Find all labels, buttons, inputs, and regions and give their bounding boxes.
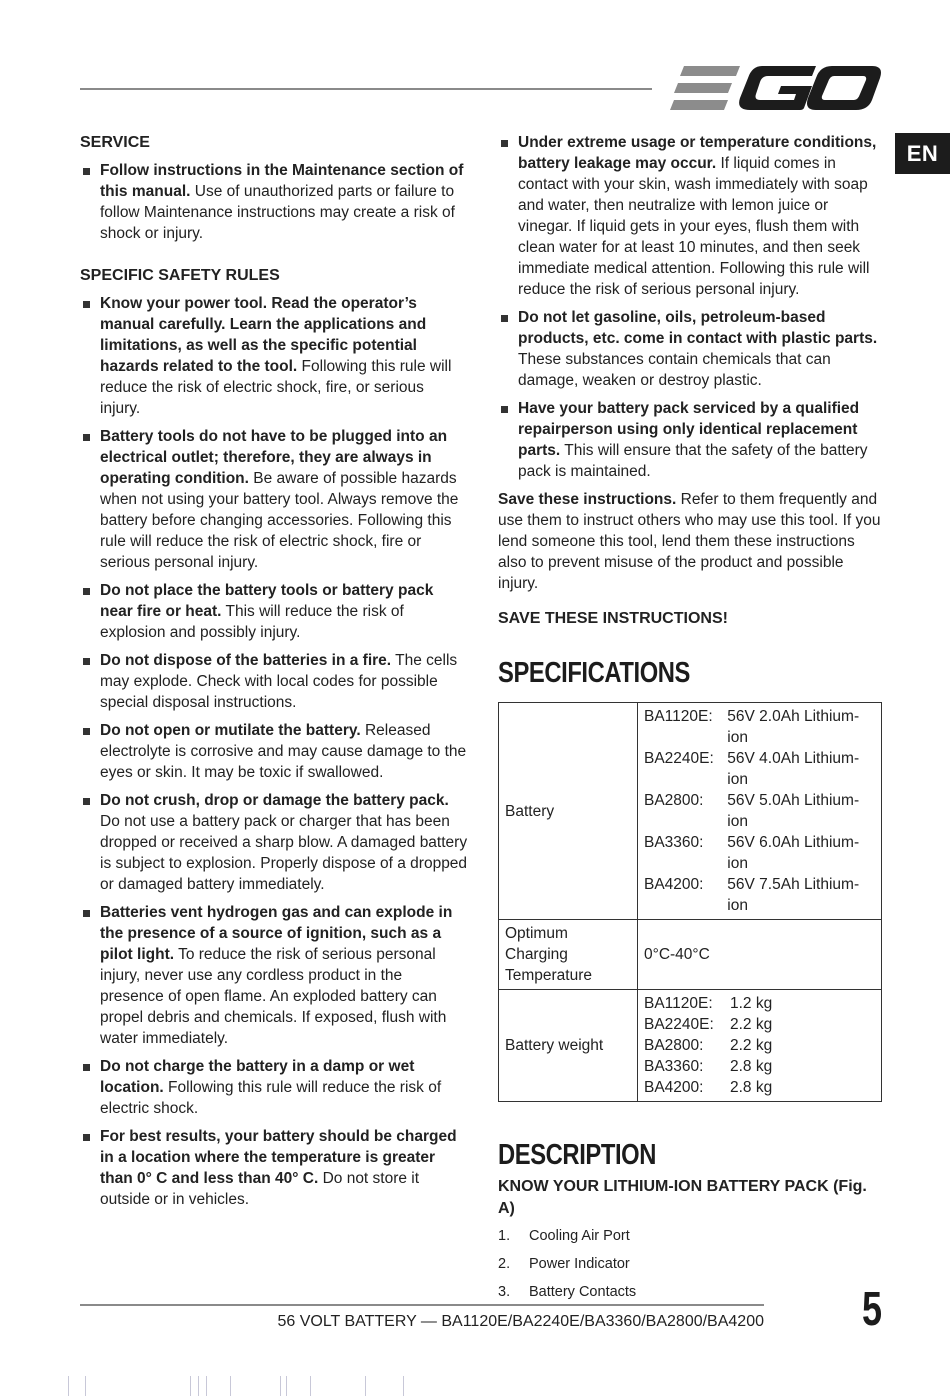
- scan-marks: [60, 1376, 460, 1396]
- model-row: [644, 1077, 875, 1098]
- left-column: [80, 132, 468, 1217]
- model-row: [644, 832, 875, 874]
- list-item: [80, 160, 468, 244]
- item-bold: Do not let gasoline, oils, petroleum-based products, etc. come in contact with plastic parts.: [518, 309, 878, 347]
- item-text: These substances contain chemicals that can damage, weaken or destroy plastic.: [518, 351, 831, 389]
- item-bold: Battery tools do not have to be plugged into an electrical outlet; therefore, they are always in operating condition.: [100, 428, 448, 487]
- item-label: Power Indicator: [529, 1256, 630, 1272]
- specifications-table: [498, 702, 882, 1102]
- table-row: [499, 703, 882, 920]
- item-text: Following this rule will reduce the risk of electric shock, fire, or serious injury.: [100, 358, 452, 417]
- table-row: [499, 920, 882, 990]
- list-item: [498, 132, 884, 300]
- model-code: BA1120E:: [644, 995, 713, 1012]
- model-row: [644, 1035, 875, 1056]
- item-bold: Do not place the battery tools or battery pack near fire or heat.: [100, 582, 434, 620]
- service-heading: SERVICE: [80, 134, 150, 151]
- model-value: 2.2 kg: [730, 1016, 773, 1033]
- model-value: 2.8 kg: [730, 1058, 773, 1075]
- list-item: [498, 398, 884, 482]
- model-value: 56V 4.0Ah Lithium-ion: [727, 750, 860, 788]
- warnings-list: [498, 132, 884, 482]
- model-code: BA2240E:: [644, 750, 714, 767]
- safety-heading: SPECIFIC SAFETY RULES: [80, 267, 280, 284]
- item-number: 2.: [498, 1256, 511, 1272]
- item-text: If liquid comes in contact with your skin, wash immediately with soap and water, then neutralize with lemon juice or vinegar. If liquid gets in your eyes, flush them with clean water for at least 10 minutes, and then seek immediate medical attention. Following this rule will reduce the risk of serious personal injury.: [518, 155, 870, 298]
- item-bold: Under extreme usage or temperature conditions, battery leakage may occur.: [518, 134, 877, 172]
- header-rule: [80, 88, 652, 90]
- item-label: Battery Contacts: [529, 1284, 637, 1300]
- item-text: The cells may explode. Check with local codes for possible special disposal instructions.: [100, 652, 458, 711]
- table-row: [499, 990, 882, 1102]
- item-bold: Do not charge the battery in a damp or wet location.: [100, 1058, 415, 1096]
- model-row: [644, 790, 875, 832]
- save-instructions-paragraph: [498, 489, 884, 594]
- item-bold: For best results, your battery should be charged in a location where the temperature is greater than 0° C and less than 40° C.: [100, 1128, 457, 1187]
- list-item: [498, 1282, 884, 1303]
- item-text: Following this rule will reduce the risk of electric shock.: [100, 1079, 442, 1117]
- list-item: [498, 1254, 884, 1275]
- model-row: [644, 748, 875, 790]
- list-item: [80, 720, 468, 783]
- model-value: 56V 5.0Ah Lithium-ion: [727, 792, 860, 830]
- model-value: 1.2 kg: [730, 995, 773, 1012]
- battery-models-cell: [638, 703, 882, 920]
- model-value: 2.2 kg: [730, 1037, 773, 1054]
- model-row: [644, 993, 875, 1014]
- item-bold: Batteries vent hydrogen gas and can explode in the presence of a source of ignition, such as a pilot light.: [100, 904, 453, 963]
- item-bold: Have your battery pack serviced by a qualified repairperson using only identical replacement parts.: [518, 400, 860, 459]
- temperature-label: [499, 920, 638, 990]
- list-item: [498, 1226, 884, 1247]
- model-code: BA4200:: [644, 876, 704, 893]
- item-bold: Do not open or mutilate the battery.: [100, 722, 361, 739]
- model-value: 56V 6.0Ah Lithium-ion: [727, 834, 860, 872]
- temperature-value: 0°C-40°C: [638, 920, 882, 990]
- model-value: 2.8 kg: [730, 1079, 773, 1096]
- item-text: To reduce the risk of serious personal injury, never use any cordless product in the presence of open flame. An exploded battery can propel debris and chemicals. If exposed, flush with water immediately.: [100, 946, 447, 1047]
- list-item: [80, 790, 468, 895]
- footer-rule: [80, 1304, 764, 1306]
- specifications-title: SPECIFICATIONS: [498, 657, 691, 689]
- item-number: 3.: [498, 1284, 511, 1300]
- model-code: BA2240E:: [644, 1016, 714, 1033]
- model-row: [644, 874, 875, 916]
- save-text: Refer to them frequently and use them to instruct others who may use this tool. If you lend someone this tool, lend them these instructions also to prevent misuse of the product and possible injury.: [498, 491, 881, 592]
- model-value: 56V 2.0Ah Lithium-ion: [727, 708, 860, 746]
- description-subheading: KNOW YOUR LITHIUM-ION BATTERY PACK (Fig. A): [498, 1178, 867, 1217]
- description-list: [498, 1226, 884, 1303]
- list-item: [498, 307, 884, 391]
- list-item: [80, 293, 468, 419]
- item-text: Do not store it outside or in vehicles.: [100, 1170, 420, 1208]
- weight-label: Battery weight: [499, 990, 638, 1102]
- list-item: [80, 1056, 468, 1119]
- list-item: [80, 580, 468, 643]
- list-item: [80, 1126, 468, 1210]
- model-row: [644, 706, 875, 748]
- item-label: Cooling Air Port: [529, 1228, 630, 1244]
- right-column: [498, 132, 884, 1310]
- model-code: BA2800:: [644, 1037, 704, 1054]
- model-code: BA3360:: [644, 1058, 704, 1075]
- item-text: This will ensure that the safety of the battery pack is maintained.: [518, 442, 868, 480]
- model-row: [644, 1014, 875, 1035]
- save-bold: Save these instructions.: [498, 491, 677, 508]
- item-text: Released electrolyte is corrosive and may cause damage to the eyes or skin. It may be toxic if swallowed.: [100, 722, 467, 781]
- service-list: [80, 160, 468, 244]
- model-code: BA1120E:: [644, 708, 713, 725]
- model-code: BA2800:: [644, 792, 704, 809]
- list-item: [80, 426, 468, 573]
- footer-text: 56 VOLT BATTERY — BA1120E/BA2240E/BA3360/BA2800/BA4200: [277, 1313, 764, 1330]
- model-code: BA3360:: [644, 834, 704, 851]
- item-text: Do not use a battery pack or charger that has been dropped or received a sharp blow. A damaged battery is subject to explosion. Properly dispose of a dropped or damaged battery immediately.: [100, 813, 468, 893]
- item-number: 1.: [498, 1228, 511, 1244]
- item-text: Be aware of possible hazards when not using your battery tool. Always remove the battery before changing accessories. Following this rule will reduce the risk of electric shock, fire or serious personal injury.: [100, 470, 459, 571]
- weight-models-cell: [638, 990, 882, 1102]
- save-caps-line: SAVE THESE INSTRUCTIONS!: [498, 610, 728, 627]
- item-text: This will reduce the risk of explosion and possibly injury.: [100, 603, 404, 641]
- page-number: 5: [861, 1283, 883, 1336]
- item-bold: Know your power tool. Read the operator’s manual carefully. Learn the applications and limitations, as well as the specific potential hazards related to the tool.: [100, 295, 427, 375]
- ego-logo: [670, 62, 882, 114]
- battery-label: Battery: [499, 703, 638, 920]
- model-value: 56V 7.5Ah Lithium-ion: [727, 876, 860, 914]
- safety-list: [80, 293, 468, 1210]
- item-bold: Do not crush, drop or damage the battery pack.: [100, 792, 449, 809]
- temperature-label-line: Optimum Charging: [505, 925, 568, 963]
- item-bold: Follow instructions in the Maintenance section of this manual.: [100, 162, 464, 200]
- model-code: BA4200:: [644, 1079, 704, 1096]
- list-item: [80, 902, 468, 1049]
- list-item: [80, 650, 468, 713]
- model-row: [644, 1056, 875, 1077]
- item-text: Use of unauthorized parts or failure to follow Maintenance instructions may create a risk of shock or injury.: [100, 183, 455, 242]
- description-title: DESCRIPTION: [498, 1139, 657, 1171]
- language-tab: EN: [895, 133, 950, 174]
- temperature-label-line: Temperature: [505, 967, 593, 984]
- item-bold: Do not dispose of the batteries in a fire.: [100, 652, 392, 669]
